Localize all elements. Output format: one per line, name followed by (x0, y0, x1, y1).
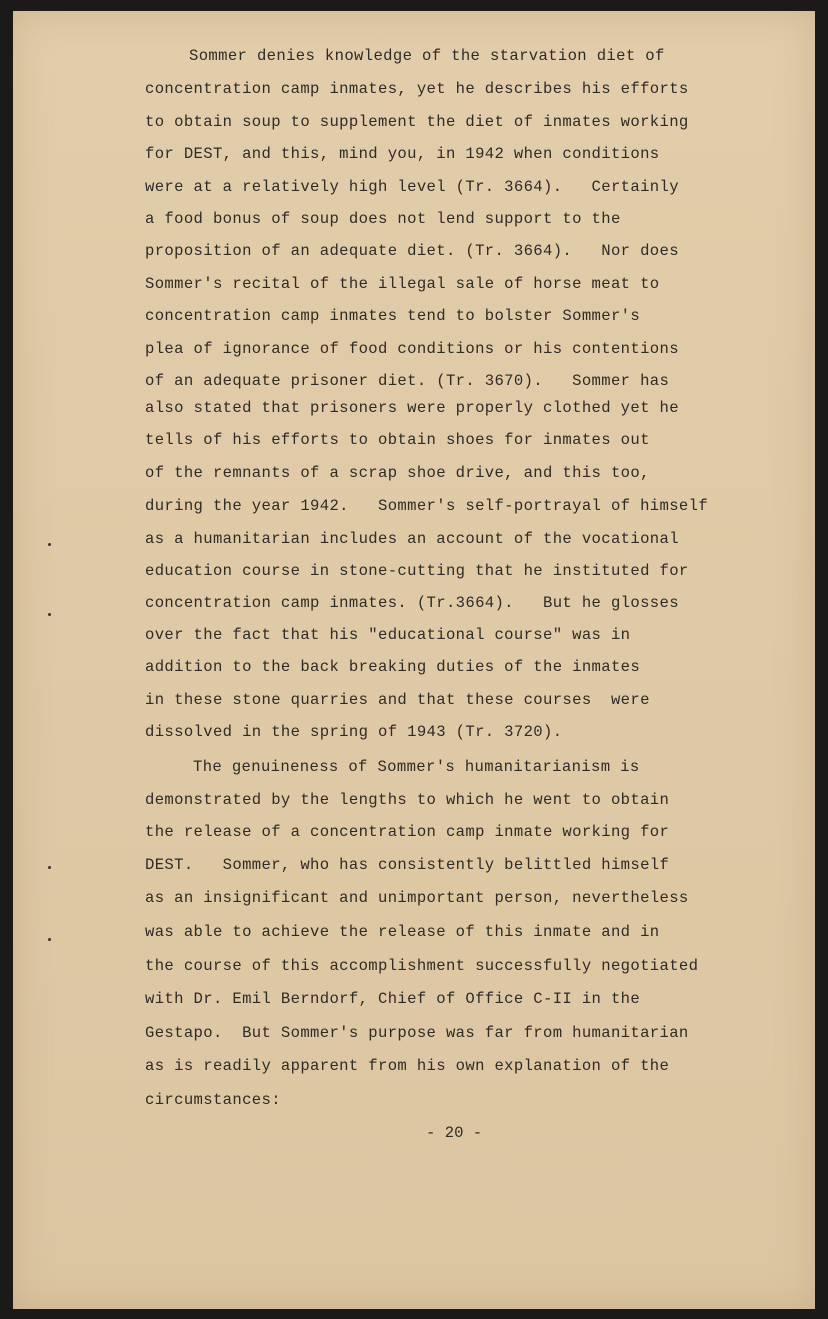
text-line: over the fact that his "educational course" was in (145, 626, 631, 644)
text-line: for DEST, and this, mind you, in 1942 when conditions (145, 145, 660, 163)
text-line: as a humanitarian includes an account of the vocational (145, 530, 679, 548)
text-line: also stated that prisoners were properly clothed yet he (145, 399, 679, 417)
margin-mark (48, 866, 51, 869)
text-line: plea of ignorance of food conditions or his contentions (145, 340, 679, 358)
text-line: DEST. Sommer, who has consistently belittled himself (145, 856, 670, 874)
text-line: of the remnants of a scrap shoe drive, and this too, (145, 464, 650, 482)
text-line: during the year 1942. Sommer's self-portrayal of himself (145, 497, 709, 515)
margin-mark (48, 613, 51, 616)
text-line: with Dr. Emil Berndorf, Chief of Office C-II in the (145, 990, 641, 1008)
text-line: Gestapo. But Sommer's purpose was far from humanitarian (145, 1024, 689, 1042)
text-line: circumstances: (145, 1091, 281, 1109)
margin-mark (48, 543, 51, 546)
text-line: concentration camp inmates. (Tr.3664). But he glosses (145, 594, 679, 612)
text-line: to obtain soup to supplement the diet of inmates working (145, 113, 689, 131)
text-line: the release of a concentration camp inmate working for (145, 823, 670, 841)
text-line: the course of this accomplishment successfully negotiated (145, 957, 699, 975)
text-line: addition to the back breaking duties of the inmates (145, 658, 641, 676)
text-line: proposition of an adequate diet. (Tr. 3664). Nor does (145, 242, 679, 260)
margin-mark (48, 938, 51, 941)
page-number: - 20 - (426, 1124, 483, 1142)
text-line: a food bonus of soup does not lend support to the (145, 210, 621, 228)
text-line: in these stone quarries and that these courses were (145, 691, 650, 709)
text-line: dissolved in the spring of 1943 (Tr. 3720). (145, 723, 563, 741)
text-line: education course in stone-cutting that he instituted for (145, 562, 689, 580)
text-line: The genuineness of Sommer's humanitarianism is (193, 758, 640, 776)
text-line: of an adequate prisoner diet. (Tr. 3670). Sommer has (145, 372, 670, 390)
document-page (13, 11, 815, 1309)
text-line: Sommer's recital of the illegal sale of horse meat to (145, 275, 660, 293)
text-line: tells of his efforts to obtain shoes for inmates out (145, 431, 650, 449)
text-line: as is readily apparent from his own explanation of the (145, 1057, 670, 1075)
text-line: Sommer denies knowledge of the starvation diet of (189, 47, 665, 65)
text-line: concentration camp inmates, yet he describes his efforts (145, 80, 689, 98)
text-line: was able to achieve the release of this inmate and in (145, 923, 660, 941)
text-line: were at a relatively high level (Tr. 3664). Certainly (145, 178, 679, 196)
text-line: concentration camp inmates tend to bolster Sommer's (145, 307, 641, 325)
text-line: demonstrated by the lengths to which he went to obtain (145, 791, 670, 809)
text-line: as an insignificant and unimportant person, nevertheless (145, 889, 689, 907)
